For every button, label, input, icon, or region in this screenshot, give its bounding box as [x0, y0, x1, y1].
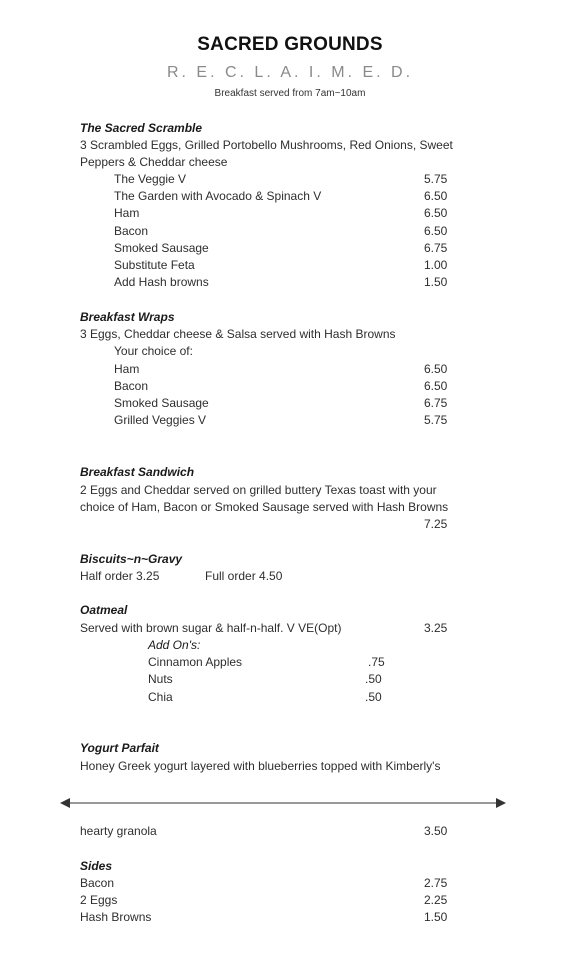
menu-item-name: Bacon	[80, 876, 115, 890]
full-order: Full order 4.50	[205, 569, 283, 583]
menu-item-price: 5.75	[424, 413, 448, 427]
addon-name: Cinnamon Apples	[148, 655, 243, 669]
choice-label: Your choice of:	[114, 344, 193, 358]
menu-item-price: 2.75	[424, 876, 448, 890]
menu-item-price: 6.50	[424, 189, 448, 203]
section-description: Peppers & Cheddar cheese	[80, 155, 228, 169]
menu-item-price: 6.50	[424, 206, 448, 220]
addon-price: .50	[365, 690, 382, 704]
section-title: Sides	[80, 859, 113, 873]
serving-hours: Breakfast served from 7am~10am	[214, 88, 366, 99]
addons-title: Add On's:	[148, 638, 201, 652]
menu-item-price: 1.50	[424, 910, 448, 924]
section-title: Yogurt Parfait	[80, 741, 159, 755]
menu-item-price: 1.00	[424, 258, 448, 272]
menu-item-price: 3.50	[424, 824, 448, 838]
section-title: Oatmeal	[80, 603, 128, 617]
section-title: Breakfast Sandwich	[80, 465, 195, 479]
section-description: hearty granola	[80, 824, 157, 838]
menu-title: SACRED GROUNDS	[197, 34, 383, 55]
menu-item-name: Bacon	[114, 224, 149, 238]
menu-item-price: 5.75	[424, 172, 448, 186]
section-title: The Sacred Scramble	[80, 121, 203, 135]
section-description: Served with brown sugar & half-n-half. V VE(Opt)	[80, 621, 342, 635]
section-description: 3 Scrambled Eggs, Grilled Portobello Mushrooms, Red Onions, Sweet	[80, 138, 453, 152]
menu-item-name: Grilled Veggies V	[114, 413, 207, 427]
section-description: choice of Ham, Bacon or Smoked Sausage served with Hash Browns	[80, 500, 449, 514]
addon-name: Chia	[148, 690, 173, 704]
menu-item-price: 6.50	[424, 362, 448, 376]
menu-item-price: 3.25	[424, 621, 448, 635]
menu-item-price: 6.75	[424, 241, 448, 255]
menu-item-name: Smoked Sausage	[114, 241, 209, 255]
addon-price: .50	[365, 672, 382, 686]
menu-item-name: Add Hash browns	[114, 275, 209, 289]
menu-item-name: Bacon	[114, 379, 149, 393]
menu-item-price: 1.50	[424, 275, 448, 289]
menu-item-name: Ham	[114, 206, 140, 220]
menu-item-name: Substitute Feta	[114, 258, 195, 272]
menu-item-price: 6.75	[424, 396, 448, 410]
addon-name: Nuts	[148, 672, 173, 686]
section-title: Biscuits~n~Gravy	[80, 552, 183, 566]
menu-item-name: Smoked Sausage	[114, 396, 209, 410]
section-title: Breakfast Wraps	[80, 310, 175, 324]
addon-price: .75	[368, 655, 385, 669]
menu-item-name: Hash Browns	[80, 910, 152, 924]
menu-item-name: 2 Eggs	[80, 893, 118, 907]
menu-item-price: 6.50	[424, 379, 448, 393]
section-description: 2 Eggs and Cheddar served on grilled buttery Texas toast with your	[80, 483, 437, 497]
section-description: 3 Eggs, Cheddar cheese & Salsa served with Hash Browns	[80, 327, 396, 341]
menu-item-name: The Veggie V	[114, 172, 187, 186]
double-arrow-icon	[60, 795, 506, 811]
menu-item-price: 7.25	[424, 517, 448, 531]
menu-subtitle: R. E. C. L. A. I. M. E. D.	[166, 64, 414, 81]
menu-item-price: 6.50	[424, 224, 448, 238]
section-description: Honey Greek yogurt layered with blueberries topped with Kimberly's	[80, 759, 441, 773]
menu-item-name: The Garden with Avocado & Spinach V	[114, 189, 322, 203]
menu-item-price: 2.25	[424, 893, 448, 907]
half-order: Half order 3.25	[80, 569, 160, 583]
menu-item-name: Ham	[114, 362, 140, 376]
